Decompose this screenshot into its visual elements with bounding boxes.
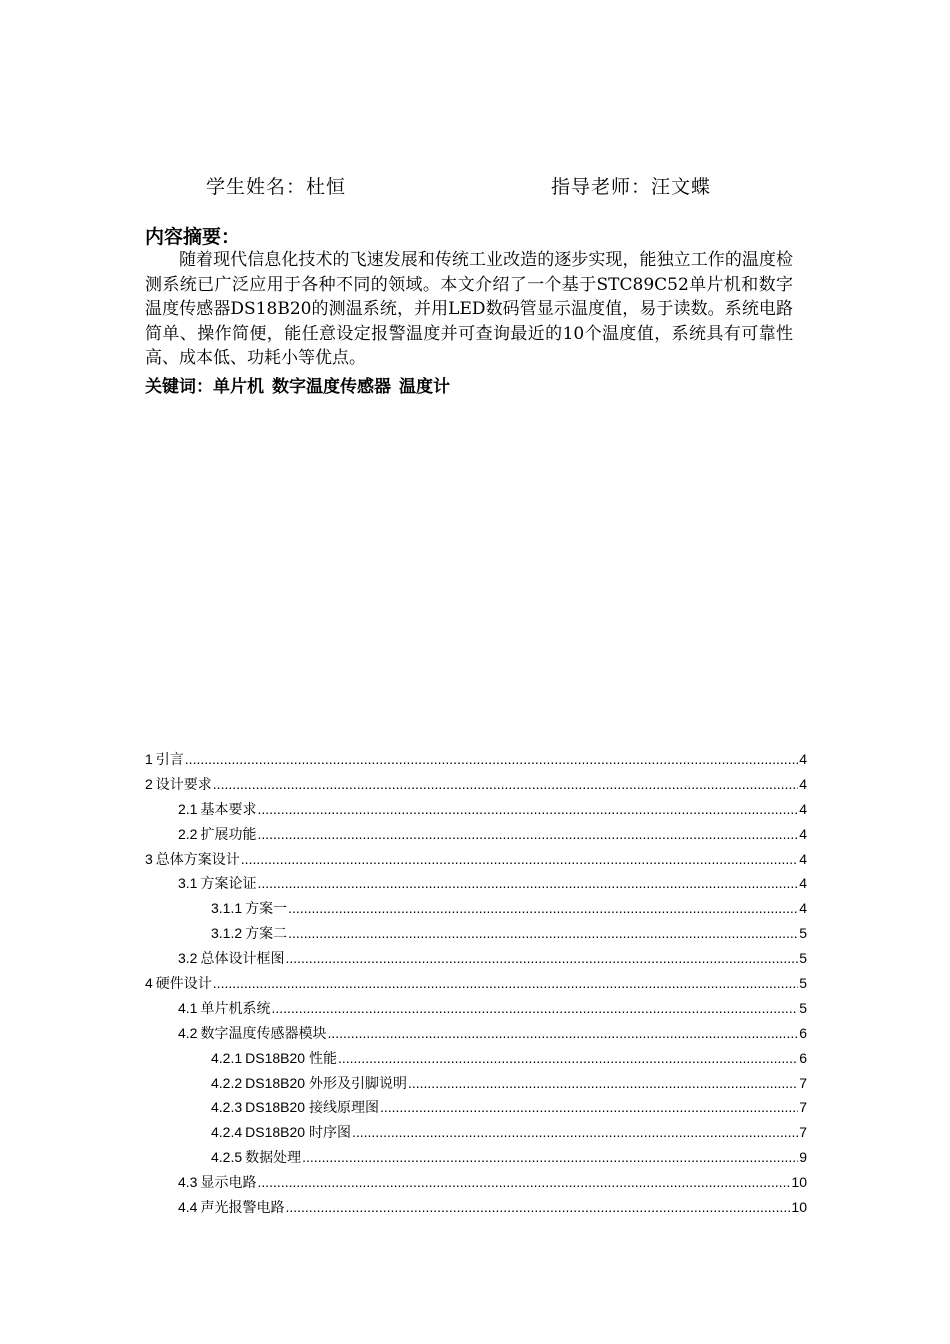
toc-leader — [271, 996, 798, 1021]
toc-entry[interactable] — [145, 1046, 807, 1071]
toc-number: 3 — [145, 850, 153, 867]
toc-number: 4.1 — [178, 999, 198, 1016]
advisor-label: 指导老师： — [551, 176, 652, 198]
toc-leader — [288, 921, 798, 946]
toc-title: 方案二 — [245, 925, 288, 942]
toc-title: 方案一 — [245, 900, 288, 917]
toc-page: 4 — [799, 850, 807, 867]
toc-number: 2.1 — [178, 800, 198, 817]
toc-page: 4 — [799, 800, 807, 817]
toc-title: 声光报警电路 — [200, 1199, 285, 1216]
keyword-item: 单片机 — [213, 377, 264, 397]
advisor-info — [551, 172, 711, 199]
toc-entry[interactable] — [145, 871, 807, 896]
toc-number: 4.2 — [178, 1024, 198, 1041]
toc-entry[interactable] — [145, 1120, 807, 1145]
toc-title: 引言 — [155, 751, 184, 767]
toc-entry[interactable] — [145, 1195, 807, 1220]
toc-title: 总体设计框图 — [200, 950, 285, 967]
toc-number: 4.2.5 — [211, 1149, 243, 1166]
toc-page: 7 — [799, 1074, 807, 1091]
toc-page: 5 — [799, 925, 807, 942]
toc-number: 4.2.2 — [211, 1074, 243, 1091]
toc-page: 5 — [799, 999, 807, 1016]
toc-entry[interactable] — [145, 1145, 807, 1170]
toc-title: 方案论证 — [200, 875, 257, 892]
toc-page: 7 — [799, 1124, 807, 1141]
toc-number: 3.2 — [178, 950, 198, 967]
toc-leader — [302, 1145, 798, 1170]
toc-leader — [257, 797, 798, 822]
toc-leader — [257, 822, 798, 847]
toc-number: 4.4 — [178, 1199, 198, 1216]
toc-page: 6 — [799, 1049, 807, 1066]
toc-leader — [257, 871, 798, 896]
toc-title: DS18B20 性能 — [245, 1049, 337, 1066]
toc-number: 3.1.1 — [211, 900, 243, 917]
toc-leader — [408, 1071, 798, 1096]
toc-page: 9 — [799, 1149, 807, 1166]
toc-entry[interactable] — [145, 847, 807, 872]
toc-page: 4 — [799, 900, 807, 917]
toc-leader — [241, 847, 798, 872]
toc-page: 4 — [799, 875, 807, 892]
student-label: 学生姓名： — [206, 176, 307, 198]
toc-entry[interactable] — [145, 896, 807, 921]
toc-leader — [352, 1120, 798, 1145]
toc-entry[interactable] — [145, 772, 807, 797]
toc-title: DS18B20 外形及引脚说明 — [245, 1074, 407, 1091]
toc-title: DS18B20 时序图 — [245, 1124, 351, 1141]
toc-entry[interactable] — [145, 1071, 807, 1096]
toc-entry[interactable] — [145, 971, 807, 996]
toc-entry[interactable] — [145, 921, 807, 946]
toc-entry[interactable] — [145, 822, 807, 847]
toc-leader — [213, 772, 798, 797]
toc-title: 数据处理 — [245, 1149, 302, 1166]
toc-page: 4 — [799, 825, 807, 842]
toc-title: 总体方案设计 — [155, 850, 240, 867]
toc-page: 4 — [799, 775, 807, 792]
author-info-row — [0, 172, 950, 202]
toc-entry[interactable] — [145, 1021, 807, 1046]
toc-title: 数字温度传感器模块 — [200, 1024, 327, 1041]
toc-number: 4 — [145, 975, 153, 992]
toc-page: 5 — [799, 975, 807, 992]
toc-title: DS18B20 接线原理图 — [245, 1099, 379, 1116]
toc-number: 4.2.4 — [211, 1124, 243, 1141]
toc-title: 单片机系统 — [200, 999, 271, 1016]
student-name: 杜恒 — [306, 176, 347, 198]
toc-entry[interactable] — [145, 1170, 807, 1195]
toc-leader — [380, 1095, 798, 1120]
toc-page: 4 — [799, 751, 807, 767]
toc-number: 3.1 — [178, 875, 198, 892]
toc-number: 4.3 — [178, 1174, 198, 1191]
table-of-contents — [145, 747, 807, 1220]
toc-entry[interactable] — [145, 747, 807, 772]
toc-entry[interactable] — [145, 1095, 807, 1120]
toc-number: 2.2 — [178, 825, 198, 842]
keyword-item: 数字温度传感器 — [272, 377, 391, 397]
toc-page: 5 — [799, 950, 807, 967]
toc-title: 显示电路 — [200, 1174, 257, 1191]
toc-number: 4.2.1 — [211, 1049, 243, 1066]
keywords-line — [145, 375, 458, 399]
toc-leader — [288, 896, 798, 921]
toc-title: 基本要求 — [200, 800, 257, 817]
toc-leader — [213, 971, 798, 996]
toc-entry[interactable] — [145, 946, 807, 971]
abstract-title: 内容摘要： — [145, 226, 241, 248]
toc-page: 10 — [791, 1174, 807, 1191]
toc-leader — [285, 1195, 790, 1220]
advisor-name: 汪文蝶 — [651, 176, 712, 198]
toc-title: 扩展功能 — [200, 825, 257, 842]
toc-title: 设计要求 — [155, 775, 212, 792]
toc-number: 3.1.2 — [211, 925, 243, 942]
toc-leader — [338, 1046, 798, 1071]
toc-entry[interactable] — [145, 797, 807, 822]
toc-title: 硬件设计 — [155, 975, 212, 992]
toc-number: 2 — [145, 775, 153, 792]
toc-page: 7 — [799, 1099, 807, 1116]
toc-number: 1 — [145, 751, 153, 767]
toc-leader — [185, 747, 798, 772]
keywords-label: 关键词： — [145, 377, 213, 397]
toc-leader — [285, 946, 798, 971]
abstract-body: 随着现代信息化技术的飞速发展和传统工业改造的逐步实现，能独立工作的温度检测系统已广泛应用于各种不同的领域。本文介绍了一个基于STC89C52单片机和数字温度传感器DS18B20的测温系统，并用LED数码管显示温度值，易于读数。系统电路简单、操作简便，能任意设定报警温度并可查询最近的10个温度值，系统具有可靠性高、成本低、功耗小等优点。 — [145, 250, 793, 368]
toc-page: 6 — [799, 1024, 807, 1041]
toc-page: 10 — [791, 1199, 807, 1216]
toc-entry[interactable] — [145, 996, 807, 1021]
keyword-item: 温度计 — [399, 377, 450, 397]
student-info — [206, 172, 346, 199]
toc-number: 4.2.3 — [211, 1099, 243, 1116]
toc-leader — [257, 1170, 790, 1195]
toc-leader — [327, 1021, 798, 1046]
